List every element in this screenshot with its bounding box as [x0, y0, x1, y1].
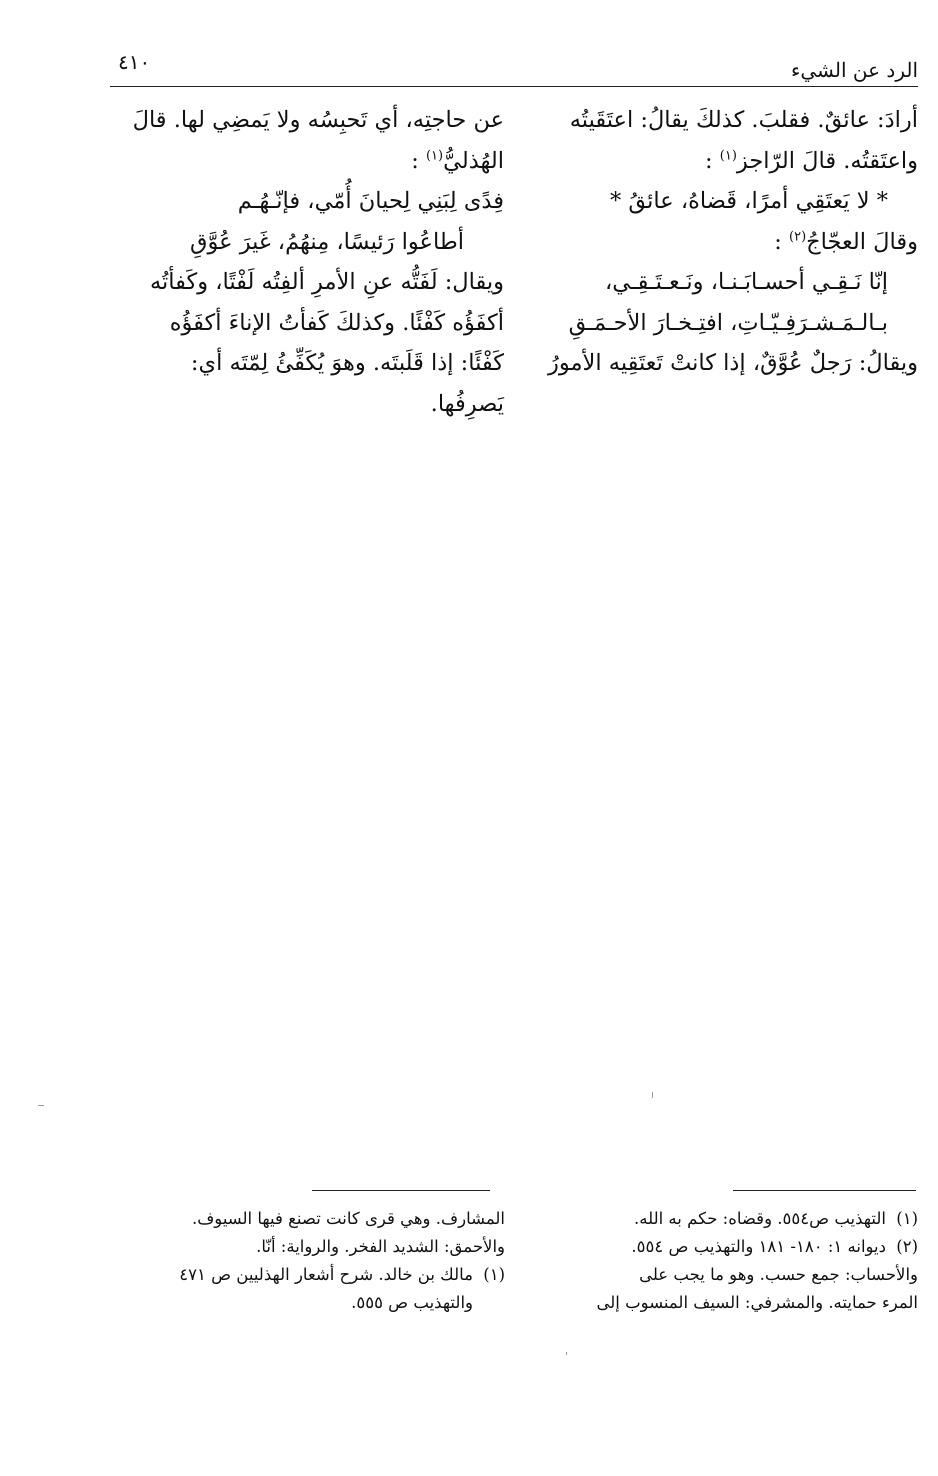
footnote-line: والأحمق: الشديد الفخر. والرواية: أنّا.	[256, 1237, 505, 1256]
text-line: واعتَقتُه. قالَ الرّاجز$^{(١)}$ :	[705, 147, 918, 174]
footnote-line: المشارف. وهي قرى كانت تصنع فيها السيوف.	[191, 1209, 505, 1228]
text-line: ويقالُ: رَجلٌ عُوَّقٌ، إذا كانتْ تَعتَقِيه الأمورُ	[548, 350, 918, 376]
verse-line: * لا يَعتَقِي أمرًا، قَضاهُ، عائقُ *	[610, 188, 888, 214]
footnotes-left	[105, 1205, 505, 1317]
header-rule	[110, 86, 918, 87]
footnote-rule	[312, 1190, 490, 1191]
text-line: ويقال: لَفَتُّه عنِ الأمرِ ألفِتُه لَفْتًا، وكَفأتُه	[149, 269, 504, 295]
verse-line: بـالـمَـشـرَفِـيّـاتِ، افتِـخـارَ الأحـمَـقِ	[568, 309, 888, 336]
text-line: الهُذليُّ$^{(١)}$ :	[411, 147, 504, 174]
footnote-ref: (٢)	[789, 229, 807, 244]
footnote-ref: (١)	[425, 148, 444, 163]
footnote-number: (١)	[483, 1265, 505, 1284]
footnote-line: (١)مالك بن خالد. شرح أشعار الهذليين ص ٤٧١	[105, 1261, 505, 1289]
text-line: كَفْئًا: إذا قَلَبتَه. وهوَ يُكَفِّئُ لِمّتَه أي:	[190, 350, 504, 376]
footnote-number: (١)	[896, 1209, 918, 1228]
footnote-rule	[733, 1190, 916, 1191]
footnote-line: (١)التهذيب ص٥٥٤. وقضاه: حكم به الله.	[518, 1205, 918, 1233]
text-line: عن حاجتِه، أي تَحبِسُه ولا يَمضِي لها. قالَ	[132, 107, 504, 133]
scan-speck	[38, 1105, 44, 1106]
text-line: وقالَ العجّاجُ$^{(٢)}$ :	[774, 228, 918, 255]
verse-line: إنّا نَـقِـي أحسـابَـنـا، ونَـعـتَـقِـي،	[605, 269, 888, 295]
left-text-column	[112, 100, 504, 424]
scan-speck	[566, 1352, 567, 1355]
text-line: أرادَ: عائقٌ. فقلبَ. كذلكَ يقالُ: اعتَقَيتُه	[569, 107, 918, 133]
right-text-column	[518, 100, 918, 384]
footnote-line: المرء حمايته. والمشرفي: السيف المنسوب إلى	[596, 1293, 918, 1312]
running-title: الرد عن الشيء	[790, 58, 918, 82]
footnote-line: (٢)ديوانه ١: ١٨٠- ١٨١ والتهذيب ص ٥٥٤.	[518, 1233, 918, 1261]
verse-line: أطاعُوا رَئيسًا، مِنهُمُ، غَيرَ عُوَّقِ	[190, 228, 464, 255]
text-line: يَصرِفُها.	[430, 390, 504, 417]
footnote-line: والتهذيب ص ٥٥٥.	[351, 1293, 473, 1312]
scan-speck	[652, 1092, 653, 1098]
footnotes-right	[518, 1205, 918, 1317]
footnote-ref: (١)	[719, 148, 737, 163]
footnote-number: (٢)	[896, 1237, 918, 1256]
page-number: ٤١٠	[118, 50, 151, 74]
footnote-line: والأحساب: جمع حسب. وهو ما يجب على	[639, 1265, 918, 1284]
text-line: أكفَؤُه كَفْئًا. وكذلكَ كَفأتُ الإناءَ أكفَؤُه	[169, 309, 504, 336]
verse-line: فِدًى لِبَنِي لِحيانَ أُمّي، فإنّـهُـم	[237, 188, 504, 214]
